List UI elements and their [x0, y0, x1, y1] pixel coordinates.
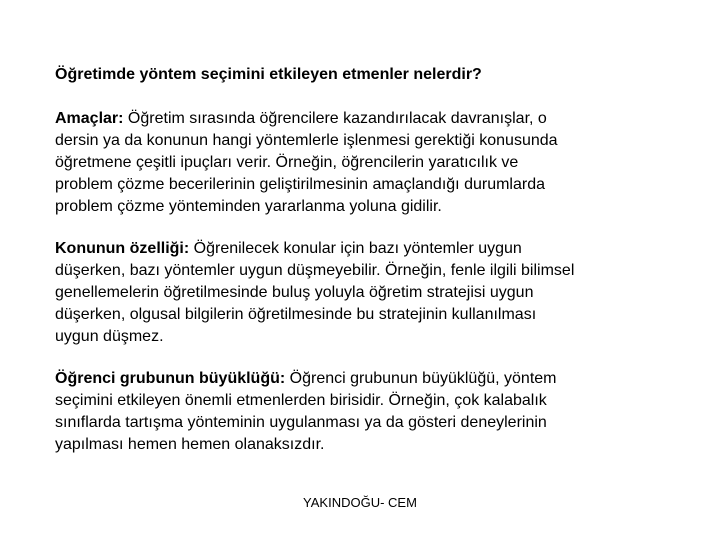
- paragraph-text: Öğrenci grubunun büyüklüğü, yöntem: [285, 370, 557, 387]
- slide-content: [55, 64, 655, 456]
- paragraph-text: Öğrenilecek konular için bazı yöntemler uygun: [189, 240, 522, 257]
- paragraph-text: Öğretim sırasında öğrencilere kazandırılacak davranışlar, o: [123, 110, 547, 127]
- paragraph-group-size: [55, 368, 655, 456]
- paragraph-line: yapılması hemen hemen olanaksızdır.: [55, 436, 325, 453]
- slide-question: Öğretimde yöntem seçimini etkileyen etmenler nelerdir?: [55, 66, 482, 83]
- paragraph-topic: [55, 238, 655, 348]
- paragraph-line: [55, 238, 655, 260]
- paragraph-line: problem çözme yönteminden yararlanma yoluna gidilir.: [55, 198, 442, 215]
- term-goals: Amaçlar:: [55, 110, 124, 127]
- slide-footer: YAKINDOĞU- CEM: [303, 495, 417, 510]
- paragraph-line: düşerken, olgusal bilgilerin öğretilmesinde bu stratejinin kullanılması: [55, 306, 537, 323]
- paragraph-line: genellemelerin öğretilmesinde buluş yoluyla öğretim stratejisi uygun: [55, 284, 534, 301]
- paragraph-goals: [55, 108, 655, 218]
- paragraph-line: sınıflarda tartışma yönteminin uygulanması ya da gösteri deneylerinin: [55, 414, 547, 431]
- paragraph-line: düşerken, bazı yöntemler uygun düşmeyebilir. Örneğin, fenle ilgili bilimsel: [55, 262, 575, 279]
- term-group-size: Öğrenci grubunun büyüklüğü:: [55, 370, 286, 387]
- spacer: [55, 218, 655, 238]
- spacer: [55, 348, 655, 368]
- paragraph-line: [55, 368, 655, 390]
- paragraph-line: uygun düşmez.: [55, 328, 164, 345]
- paragraph-line: öğretmene çeşitli ipuçları verir. Örneğin, öğrencilerin yaratıcılık ve: [55, 154, 519, 171]
- paragraph-line: problem çözme becerilerinin geliştirilmesinin amaçlandığı durumlarda: [55, 176, 545, 193]
- paragraph-line: [55, 108, 655, 130]
- paragraph-line: dersin ya da konunun hangi yöntemlerle işlenmesi gerektiği konusunda: [55, 132, 558, 149]
- paragraph-line: seçimini etkileyen önemli etmenlerden birisidir. Örneğin, çok kalabalık: [55, 392, 547, 409]
- spacer: [55, 86, 655, 108]
- term-topic: Konunun özelliği:: [55, 240, 190, 257]
